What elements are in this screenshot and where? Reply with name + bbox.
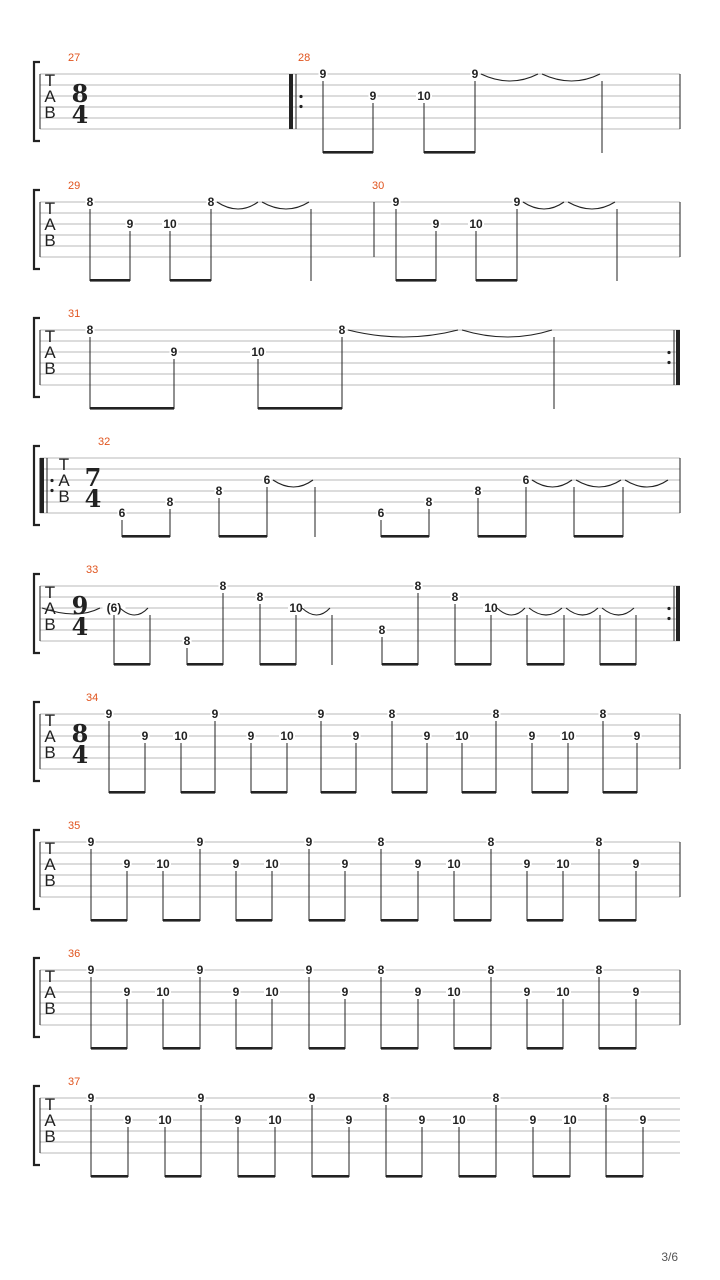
fret-number: 10 <box>455 729 469 743</box>
note-beam <box>109 791 145 794</box>
tie-arc <box>462 330 552 337</box>
fret-number: 9 <box>197 1091 205 1105</box>
fret-number: 8 <box>382 1091 390 1105</box>
note-beam <box>163 1047 200 1050</box>
fret-number: 9 <box>369 89 377 103</box>
tab-clef-letter: T <box>44 199 56 218</box>
fret-number: 10 <box>156 857 170 871</box>
repeat-start-thick <box>40 458 44 513</box>
note-beam <box>91 1175 128 1178</box>
fret-number: 8 <box>166 495 174 509</box>
fret-number: 10 <box>452 1113 466 1127</box>
fret-number: 9 <box>341 985 349 999</box>
tie-arc <box>602 608 634 615</box>
tab-system <box>34 692 680 794</box>
fret-number: 9 <box>392 195 400 209</box>
fret-number: 10 <box>556 985 570 999</box>
time-signature-bottom: 4 <box>71 612 89 641</box>
fret-number: 6 <box>377 506 385 520</box>
fret-number: 9 <box>423 729 431 743</box>
tab-clef-letter: T <box>44 327 56 346</box>
note-beam <box>424 151 475 154</box>
note-beam <box>90 279 130 282</box>
repeat-dot <box>299 105 302 108</box>
tab-clef-letter: T <box>44 839 56 858</box>
fret-number: 10 <box>289 601 303 615</box>
note-beam <box>251 791 287 794</box>
tab-clef-letter: B <box>44 871 56 890</box>
repeat-dot <box>667 361 670 364</box>
fret-number: 9 <box>87 1091 95 1105</box>
fret-number: 9 <box>632 985 640 999</box>
fret-number: 8 <box>338 323 346 337</box>
tab-clef-letter: B <box>44 615 56 634</box>
repeat-dot <box>50 489 53 492</box>
fret-number: 8 <box>377 835 385 849</box>
fret-number: 8 <box>492 707 500 721</box>
fret-number: 9 <box>418 1113 426 1127</box>
tab-clef-letter: A <box>44 215 56 234</box>
tab-clef-letter: B <box>44 103 56 122</box>
fret-number: 8 <box>425 495 433 509</box>
note-beam <box>170 279 211 282</box>
tab-clef-letter: T <box>58 455 70 474</box>
fret-number: 9 <box>513 195 521 209</box>
note-beam <box>219 535 267 538</box>
fret-number: 9 <box>345 1113 353 1127</box>
note-beam <box>312 1175 349 1178</box>
fret-number: 9 <box>633 729 641 743</box>
time-signature-bottom: 4 <box>71 100 89 129</box>
fret-number: 10 <box>417 89 431 103</box>
note-beam <box>527 663 564 666</box>
fret-number: 9 <box>232 985 240 999</box>
fret-number: 8 <box>183 634 191 648</box>
fret-number: 9 <box>123 985 131 999</box>
fret-number: 9 <box>87 963 95 977</box>
time-signature-bottom: 4 <box>84 484 102 513</box>
note-beam <box>122 535 170 538</box>
system-bracket <box>34 190 40 269</box>
fret-number: 9 <box>317 707 325 721</box>
tab-clef-letter: T <box>44 1095 56 1114</box>
tab-clef-letter: B <box>58 487 70 506</box>
tie-arc <box>568 202 615 209</box>
measure-number: 36 <box>68 948 81 960</box>
tab-system <box>34 52 680 154</box>
measure-number: 31 <box>68 308 81 320</box>
tie-arc <box>576 480 621 487</box>
tab-clef-letter: A <box>44 599 56 618</box>
tie-arc <box>542 74 600 81</box>
system-bracket <box>34 1086 40 1165</box>
tab-clef-letter: A <box>44 727 56 746</box>
measure-number: 29 <box>68 180 81 192</box>
fret-number: 8 <box>378 623 386 637</box>
fret-number: 8 <box>492 1091 500 1105</box>
system-bracket <box>34 830 40 909</box>
tab-clef-letter: T <box>44 967 56 986</box>
fret-number: 10 <box>156 985 170 999</box>
fret-number: 8 <box>215 484 223 498</box>
measure-number: 33 <box>86 564 99 576</box>
note-beam <box>381 535 429 538</box>
fret-number: 10 <box>469 217 483 231</box>
tab-clef-letter: A <box>44 855 56 874</box>
fret-number: 10 <box>265 985 279 999</box>
tie-arc <box>529 608 562 615</box>
fret-number: 8 <box>474 484 482 498</box>
fret-number: 9 <box>305 835 313 849</box>
fret-number: 9 <box>529 1113 537 1127</box>
fret-number: 8 <box>451 590 459 604</box>
fret-number: 8 <box>487 963 495 977</box>
system-bracket <box>34 62 40 141</box>
note-beam <box>309 919 345 922</box>
fret-number: 10 <box>158 1113 172 1127</box>
fret-number: 9 <box>639 1113 647 1127</box>
tab-clef-letter: B <box>44 231 56 250</box>
tab-clef-letter: A <box>44 1111 56 1130</box>
fret-number: 9 <box>352 729 360 743</box>
fret-number: 10 <box>163 217 177 231</box>
measure-number: 28 <box>298 52 311 64</box>
time-signature-top: 8 <box>71 719 89 748</box>
tie-arc <box>625 480 668 487</box>
note-beam <box>181 791 215 794</box>
fret-number: 10 <box>265 857 279 871</box>
fret-number: 10 <box>268 1113 282 1127</box>
fret-number: 8 <box>487 835 495 849</box>
note-beam <box>533 1175 570 1178</box>
repeat-dot <box>667 351 670 354</box>
note-beam <box>163 919 200 922</box>
tie-arc <box>262 202 309 209</box>
fret-number: 9 <box>432 217 440 231</box>
fret-number: 6 <box>118 506 126 520</box>
repeat-dot <box>667 617 670 620</box>
fret-number: 9 <box>305 963 313 977</box>
tab-clef-letter: B <box>44 999 56 1018</box>
tie-arc <box>523 202 564 209</box>
fret-number: 8 <box>595 835 603 849</box>
repeat-end-thick <box>676 586 680 641</box>
fret-number: 9 <box>87 835 95 849</box>
note-beam <box>187 663 223 666</box>
note-beam <box>603 791 637 794</box>
fret-number: 9 <box>308 1091 316 1105</box>
measure-number: 35 <box>68 820 81 832</box>
tie-arc <box>273 480 313 487</box>
note-beam <box>527 1047 563 1050</box>
note-beam <box>114 663 150 666</box>
note-beam <box>258 407 342 410</box>
measure-number: 27 <box>68 52 81 64</box>
fret-number: 9 <box>414 857 422 871</box>
note-beam <box>606 1175 643 1178</box>
fret-number: 10 <box>484 601 498 615</box>
measure-number: 37 <box>68 1076 81 1088</box>
tab-system <box>34 180 680 282</box>
tie-arc <box>497 608 525 615</box>
fret-number: 6 <box>522 473 530 487</box>
fret-number: 8 <box>602 1091 610 1105</box>
tab-system <box>34 820 680 922</box>
fret-number: 10 <box>447 985 461 999</box>
fret-number: (6) <box>106 601 122 615</box>
note-beam <box>381 1047 418 1050</box>
note-beam <box>462 791 496 794</box>
system-bracket <box>34 958 40 1037</box>
fret-number: 10 <box>280 729 294 743</box>
note-beam <box>381 919 418 922</box>
tab-system <box>34 948 680 1050</box>
fret-number: 9 <box>247 729 255 743</box>
measure-number: 30 <box>372 180 385 192</box>
repeat-start-thick <box>289 74 293 129</box>
fret-number: 9 <box>319 67 327 81</box>
note-beam <box>599 919 636 922</box>
note-beam <box>309 1047 345 1050</box>
fret-number: 9 <box>123 857 131 871</box>
fret-number: 8 <box>595 963 603 977</box>
fret-number: 8 <box>599 707 607 721</box>
measure-number: 32 <box>98 436 111 448</box>
repeat-dot <box>299 95 302 98</box>
fret-number: 9 <box>234 1113 242 1127</box>
fret-number: 9 <box>523 857 531 871</box>
fret-number: 9 <box>232 857 240 871</box>
page-number: 3/6 <box>661 1250 678 1264</box>
fret-number: 8 <box>219 579 227 593</box>
fret-number: 9 <box>141 729 149 743</box>
fret-number: 10 <box>447 857 461 871</box>
tie-arc <box>566 608 598 615</box>
fret-number: 9 <box>528 729 536 743</box>
fret-number: 9 <box>341 857 349 871</box>
tab-clef-letter: T <box>44 711 56 730</box>
fret-number: 8 <box>256 590 264 604</box>
note-beam <box>236 1047 272 1050</box>
note-beam <box>454 919 491 922</box>
system-bracket <box>34 702 40 781</box>
note-beam <box>574 535 623 538</box>
repeat-dot <box>667 607 670 610</box>
fret-number: 9 <box>170 345 178 359</box>
tab-clef-letter: T <box>44 71 56 90</box>
fret-number: 10 <box>556 857 570 871</box>
fret-number: 8 <box>377 963 385 977</box>
tie-arc <box>348 330 458 337</box>
fret-number: 9 <box>126 217 134 231</box>
tab-clef-letter: B <box>44 743 56 762</box>
note-beam <box>476 279 517 282</box>
note-beam <box>238 1175 275 1178</box>
fret-number: 9 <box>196 963 204 977</box>
note-beam <box>236 919 272 922</box>
fret-number: 9 <box>124 1113 132 1127</box>
time-signature-top: 8 <box>71 79 89 108</box>
fret-number: 8 <box>388 707 396 721</box>
note-beam <box>90 407 174 410</box>
fret-number: 9 <box>196 835 204 849</box>
note-beam <box>382 663 418 666</box>
system-bracket <box>34 446 40 525</box>
fret-number: 8 <box>414 579 422 593</box>
tie-arc <box>302 608 330 615</box>
fret-number: 8 <box>86 195 94 209</box>
tab-clef-letter: A <box>44 983 56 1002</box>
system-bracket <box>34 574 40 653</box>
time-signature-bottom: 4 <box>71 740 89 769</box>
note-beam <box>600 663 636 666</box>
fret-number: 8 <box>207 195 215 209</box>
note-beam <box>599 1047 636 1050</box>
fret-number: 9 <box>523 985 531 999</box>
tie-arc <box>217 202 258 209</box>
time-signature-top: 7 <box>84 463 102 492</box>
tab-system <box>34 564 680 666</box>
tab-clef-letter: B <box>44 359 56 378</box>
fret-number: 9 <box>105 707 113 721</box>
tab-clef-letter: T <box>44 583 56 602</box>
tab-system <box>34 308 680 410</box>
note-beam <box>91 1047 127 1050</box>
note-beam <box>396 279 436 282</box>
time-signature-top: 9 <box>71 591 89 620</box>
note-beam <box>478 535 526 538</box>
tie-arc <box>481 74 538 81</box>
system-bracket <box>34 318 40 397</box>
fret-number: 10 <box>561 729 575 743</box>
fret-number: 9 <box>632 857 640 871</box>
note-beam <box>323 151 373 154</box>
tie-arc <box>532 480 572 487</box>
fret-number: 9 <box>471 67 479 81</box>
fret-number: 10 <box>174 729 188 743</box>
repeat-dot <box>50 479 53 482</box>
note-beam <box>165 1175 201 1178</box>
fret-number: 6 <box>263 473 271 487</box>
tab-system <box>34 436 680 538</box>
repeat-end-thick <box>676 330 680 385</box>
measure-number: 34 <box>86 692 99 704</box>
tab-clef-letter: A <box>58 471 70 490</box>
tab-clef-letter: A <box>44 87 56 106</box>
note-beam <box>454 1047 491 1050</box>
note-beam <box>455 663 491 666</box>
note-beam <box>532 791 568 794</box>
fret-number: 8 <box>86 323 94 337</box>
tab-system <box>34 1076 680 1178</box>
note-beam <box>91 919 127 922</box>
note-beam <box>459 1175 496 1178</box>
note-beam <box>260 663 296 666</box>
fret-number: 10 <box>251 345 265 359</box>
note-beam <box>386 1175 422 1178</box>
note-beam <box>392 791 427 794</box>
note-beam <box>527 919 563 922</box>
fret-number: 9 <box>414 985 422 999</box>
note-beam <box>321 791 356 794</box>
tab-clef-letter: B <box>44 1127 56 1146</box>
tab-clef-letter: A <box>44 343 56 362</box>
fret-number: 9 <box>211 707 219 721</box>
fret-number: 10 <box>563 1113 577 1127</box>
